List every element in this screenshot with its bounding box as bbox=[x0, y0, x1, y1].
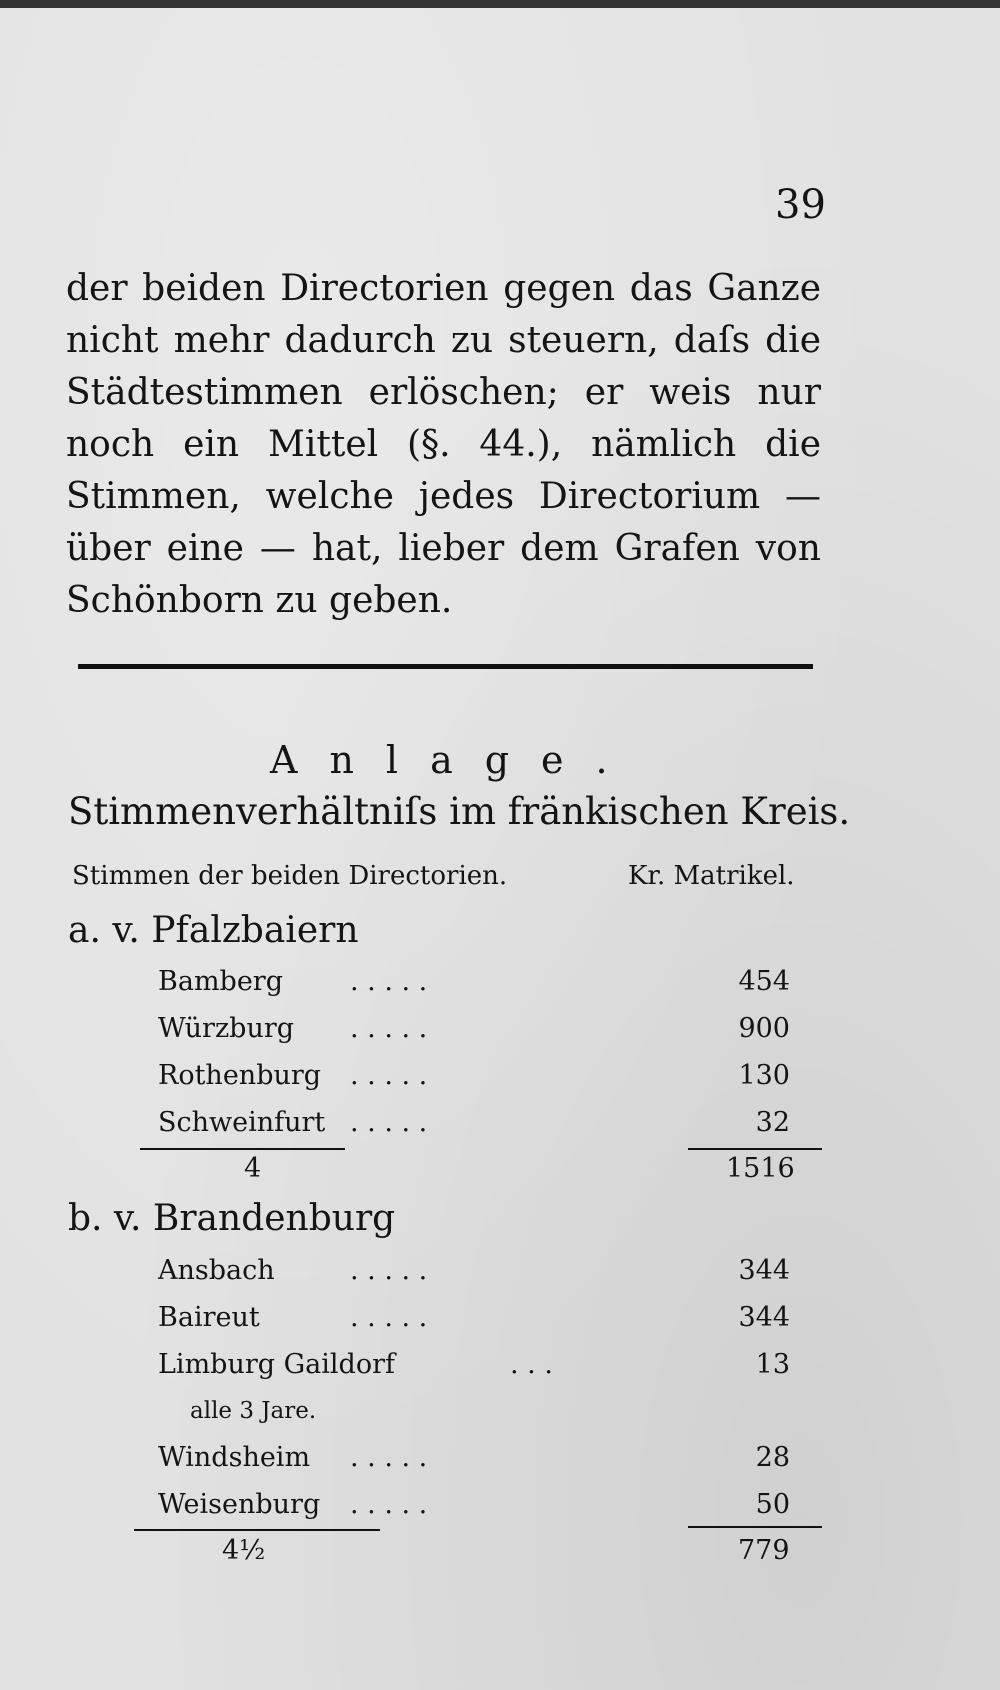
row-value: 344 bbox=[738, 1302, 790, 1333]
leader-dots: . . . . . bbox=[350, 1302, 428, 1333]
leader-dots: . . . . . bbox=[350, 1013, 428, 1044]
table-row bbox=[0, 1107, 1000, 1147]
paragraph-line: über eine — hat, lieber dem Grafen von bbox=[66, 528, 821, 569]
row-name: Ansbach bbox=[158, 1255, 275, 1286]
row-name: Würzburg bbox=[158, 1013, 295, 1044]
row-value: 454 bbox=[738, 966, 790, 997]
paragraph-line: Schönborn zu geben. bbox=[66, 580, 453, 621]
column-header-votes: Stimmen der beiden Directorien. bbox=[72, 861, 508, 891]
appendix-subtitle: Stimmenverhältniſs im fränkischen Kreis. bbox=[68, 790, 851, 833]
subtotal-rule bbox=[688, 1526, 822, 1528]
paragraph-line: nicht mehr dadurch zu steuern, daſs die bbox=[66, 320, 821, 361]
column-header-matrikel: Kr. Matrikel. bbox=[628, 861, 795, 891]
row-value: 344 bbox=[738, 1255, 790, 1286]
leader-dots: . . . . . bbox=[350, 1442, 428, 1473]
row-value: 28 bbox=[755, 1442, 790, 1473]
row-value: 32 bbox=[755, 1107, 790, 1138]
table-row bbox=[0, 966, 1000, 1006]
table-row bbox=[0, 1255, 1000, 1295]
leader-dots: . . . . . bbox=[350, 1255, 428, 1286]
subtotal-rule bbox=[688, 1148, 822, 1150]
section-rule bbox=[78, 664, 813, 669]
vote-count: 4 bbox=[244, 1153, 262, 1184]
table-row bbox=[0, 1489, 1000, 1529]
page-number: 39 bbox=[775, 182, 826, 228]
table-row bbox=[0, 1349, 1000, 1389]
row-value: 130 bbox=[738, 1060, 790, 1091]
row-note: alle 3 Jare. bbox=[190, 1398, 317, 1424]
appendix-heading: Anlage. bbox=[270, 738, 640, 782]
row-value: 50 bbox=[755, 1489, 790, 1520]
group-title: b. v. Brandenburg bbox=[68, 1198, 396, 1239]
leader-dots: . . . . . bbox=[350, 1060, 428, 1091]
table-row bbox=[0, 1442, 1000, 1482]
page-edge-shadow bbox=[0, 0, 1000, 8]
leader-dots: . . . . . bbox=[350, 1489, 428, 1520]
group-title: a. v. Pfalzbaiern bbox=[68, 910, 359, 951]
body-paragraph bbox=[66, 263, 821, 627]
subtotal-rule bbox=[134, 1529, 380, 1531]
matrikel-total: 1516 bbox=[726, 1153, 795, 1184]
row-name: Limburg Gaildorf bbox=[158, 1349, 395, 1380]
row-name: Rothenburg bbox=[158, 1060, 322, 1091]
paragraph-line: der beiden Directorien gegen das Ganze bbox=[66, 268, 821, 309]
table-row bbox=[0, 1060, 1000, 1100]
leader-dots: . . . bbox=[510, 1349, 553, 1380]
leader-dots: . . . . . bbox=[350, 966, 428, 997]
table-row bbox=[0, 1013, 1000, 1053]
vote-count: 4½ bbox=[222, 1535, 266, 1566]
row-name: Bamberg bbox=[158, 966, 283, 997]
paragraph-line: Städtestimmen erlöschen; er weis nur bbox=[66, 372, 821, 413]
row-value: 900 bbox=[738, 1013, 790, 1044]
leader-dots: . . . . . bbox=[350, 1107, 428, 1138]
table-row bbox=[0, 1302, 1000, 1342]
row-name: Schweinfurt bbox=[158, 1107, 326, 1138]
matrikel-total: 779 bbox=[738, 1535, 790, 1566]
row-name: Windsheim bbox=[158, 1442, 311, 1473]
row-name: Weisenburg bbox=[158, 1489, 321, 1520]
row-value: 13 bbox=[755, 1349, 790, 1380]
row-name: Baireut bbox=[158, 1302, 260, 1333]
paragraph-line: Stimmen, welche jedes Directorium — bbox=[66, 476, 821, 517]
subtotal-rule bbox=[140, 1148, 345, 1150]
paragraph-line: noch ein Mittel (§. 44.), nämlich die bbox=[66, 424, 821, 465]
